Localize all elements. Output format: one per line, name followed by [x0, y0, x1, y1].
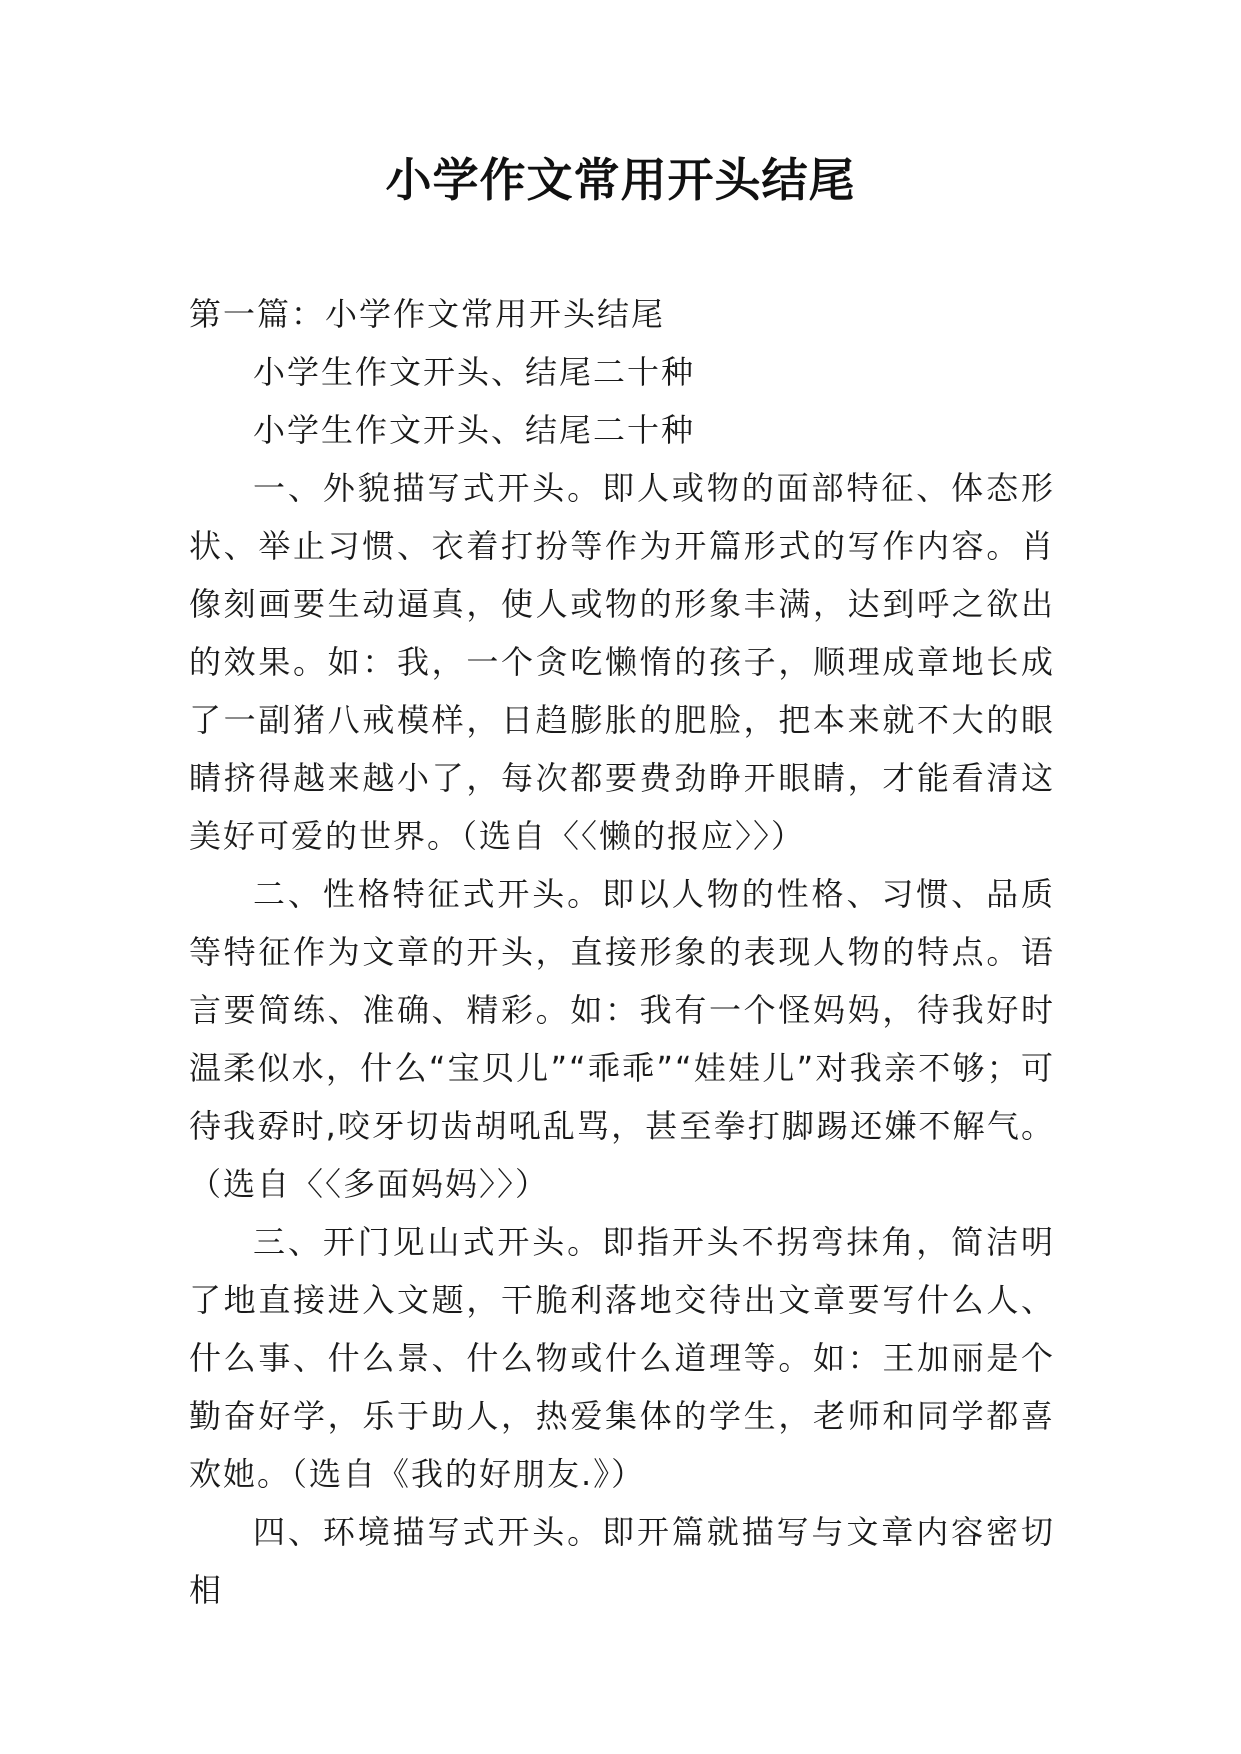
section-heading: 第一篇：小学作文常用开头结尾: [189, 295, 666, 333]
subtitle-line: 小学生作文开头、结尾二十种: [253, 411, 696, 449]
document-body: [189, 285, 1055, 1619]
body-paragraph: 四、环境描写式开头。即开篇就描写与文章内容密切相: [189, 1513, 1055, 1609]
body-paragraph: 三、开门见山式开头。即指开头不拐弯抹角，简洁明了地直接进入文题，干脆利落地交待出文章要写什么人、什么事、什么景、什么物或什么道理等。如：王加丽是个勤奋好学，乐于助人，热爱集体的学生，老师和同学都喜欢她。（选自《我的好朋友.》）: [189, 1223, 1055, 1493]
body-paragraph: 二、性格特征式开头。即以人物的性格、习惯、品质等特征作为文章的开头，直接形象的表现人物的特点。语言要简练、准确、精彩。如：我有一个怪妈妈，待我好时温柔似水，什么“宝贝儿”“乖乖”“娃娃儿”对我亲不够；可待我孬时,咬牙切齿胡吼乱骂，甚至拳打脚踢还嫌不解气。（选自〈〈多面妈妈〉〉）: [189, 875, 1055, 1203]
subtitle-line: 小学生作文开头、结尾二十种: [253, 353, 696, 391]
body-paragraph: 一、外貌描写式开头。即人或物的面部特征、体态形状、举止习惯、衣着打扮等作为开篇形式的写作内容。肖像刻画要生动逼真，使人或物的形象丰满，达到呼之欲出的效果。如：我，一个贪吃懒惰的孩子，顺理成章地长成了一副猪八戒模样，日趋膨胀的肥脸，把本来就不大的眼睛挤得越来越小了，每次都要费劲睁开眼睛，才能看清这美好可爱的世界。（选自〈〈懒的报应〉〉）: [189, 469, 1055, 855]
document-title: 小学作文常用开头结尾: [385, 153, 856, 207]
